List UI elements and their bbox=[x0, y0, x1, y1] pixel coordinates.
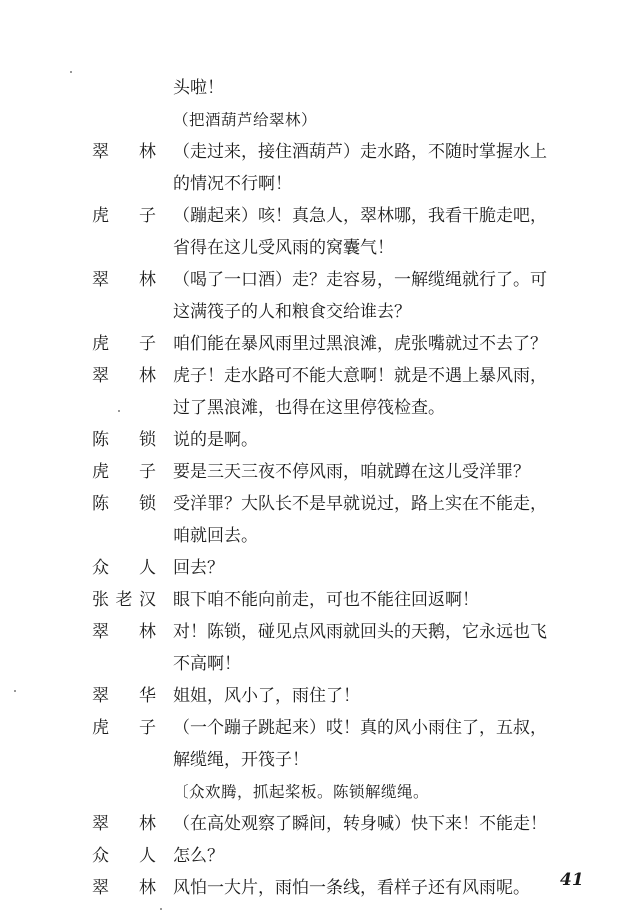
script-line bbox=[0, 361, 640, 391]
script-line bbox=[0, 649, 640, 679]
scan-speck bbox=[14, 690, 16, 692]
speaker-name: 虎 子 bbox=[92, 462, 156, 482]
dialogue-text: （走过来，接住酒葫芦）走水路，不随时掌握水上 bbox=[173, 142, 547, 162]
dialogue-text: 这满筏子的人和粮食交给谁去？ bbox=[173, 302, 411, 322]
dialogue-text: 要是三天三夜不停风雨，咱就蹲在这儿受洋罪？ bbox=[173, 462, 530, 482]
speaker-name: 众 人 bbox=[92, 846, 156, 866]
speaker-name: 虎 子 bbox=[92, 718, 156, 738]
speaker-name: 虎 子 bbox=[92, 334, 156, 354]
script-line bbox=[0, 329, 640, 359]
dialogue-text: 咱们能在暴风雨里过黑浪滩，虎张嘴就过不去了？ bbox=[173, 334, 547, 354]
dialogue-text: 眼下咱不能向前走，可也不能往回返啊！ bbox=[173, 590, 479, 610]
stage-direction: 〔众欢腾，抓起桨板。陈锁解缆绳。 bbox=[173, 783, 430, 801]
script-line bbox=[0, 713, 640, 743]
script-line bbox=[0, 809, 640, 839]
dialogue-text: 对！陈锁，碰见点风雨就回头的天鹅，它永远也飞 bbox=[173, 622, 547, 642]
speaker-name: 翠 林 bbox=[92, 622, 156, 642]
speaker-name: 张老汉 bbox=[92, 590, 156, 610]
dialogue-text: 过了黑浪滩，也得在这里停筏检查。 bbox=[173, 398, 445, 418]
dialogue-text: 姐姐，风小了，雨住了！ bbox=[173, 686, 360, 706]
script-line bbox=[0, 521, 640, 551]
script-line bbox=[0, 265, 640, 295]
dialogue-text: 的情况不行啊！ bbox=[173, 174, 292, 194]
script-line bbox=[0, 233, 640, 263]
page-number: 41 bbox=[560, 870, 584, 890]
script-line bbox=[0, 297, 640, 327]
speaker-name: 陈 锁 bbox=[92, 430, 156, 450]
script-line bbox=[0, 841, 640, 871]
dialogue-text: 受洋罪？大队长不是早就说过，路上实在不能走， bbox=[173, 494, 547, 514]
dialogue-text: 解缆绳，开筏子！ bbox=[173, 750, 309, 770]
dialogue-text: 虎子！走水路可不能大意啊！就是不遇上暴风雨， bbox=[173, 366, 547, 386]
script-line bbox=[0, 393, 640, 423]
speaker-name: 陈 锁 bbox=[92, 494, 156, 514]
speaker-name: 众 人 bbox=[92, 558, 156, 578]
dialogue-text: （一个蹦子跳起来）哎！真的风小雨住了，五叔， bbox=[173, 718, 547, 738]
script-line bbox=[0, 745, 640, 775]
stage-direction: （把酒葫芦给翠林） bbox=[173, 111, 318, 129]
dialogue-text: 说的是啊。 bbox=[173, 430, 258, 450]
speaker-name: 翠 林 bbox=[92, 878, 156, 898]
speaker-name: 翠 华 bbox=[92, 686, 156, 706]
scan-speck bbox=[118, 410, 120, 412]
script-line bbox=[0, 425, 640, 455]
scan-speck bbox=[160, 908, 162, 910]
script-line bbox=[0, 617, 640, 647]
script-line bbox=[0, 777, 640, 807]
script-line bbox=[0, 73, 640, 103]
script-line bbox=[0, 681, 640, 711]
dialogue-text: （喝了一口酒）走？走容易，一解缆绳就行了。可 bbox=[173, 270, 547, 290]
script-line bbox=[0, 137, 640, 167]
dialogue-text: 风怕一大片，雨怕一条线，看样子还有风雨呢。 bbox=[173, 878, 530, 898]
script-line bbox=[0, 489, 640, 519]
dialogue-text: 回去？ bbox=[173, 558, 224, 578]
dialogue-text: 省得在这儿受风雨的窝囊气！ bbox=[173, 238, 394, 258]
dialogue-text: （在高处观察了瞬间，转身喊）快下来！不能走！ bbox=[173, 814, 547, 834]
speaker-name: 翠 林 bbox=[92, 814, 156, 834]
speaker-name: 翠 林 bbox=[92, 270, 156, 290]
dialogue-text: （蹦起来）咳！真急人，翠林哪，我看干脆走吧， bbox=[173, 206, 547, 226]
speaker-name: 翠 林 bbox=[92, 366, 156, 386]
dialogue-text: 头啦！ bbox=[173, 78, 224, 98]
speaker-name: 翠 林 bbox=[92, 142, 156, 162]
speaker-name: 虎 子 bbox=[92, 206, 156, 226]
dialogue-text: 怎么？ bbox=[173, 846, 224, 866]
script-line bbox=[0, 201, 640, 231]
script-line bbox=[0, 553, 640, 583]
scan-speck bbox=[70, 71, 72, 73]
dialogue-text: 咱就回去。 bbox=[173, 526, 258, 546]
script-line bbox=[0, 169, 640, 199]
dialogue-text: 不高啊！ bbox=[173, 654, 241, 674]
script-line bbox=[0, 873, 640, 903]
script-line bbox=[0, 105, 640, 135]
script-line bbox=[0, 585, 640, 615]
script-line bbox=[0, 457, 640, 487]
